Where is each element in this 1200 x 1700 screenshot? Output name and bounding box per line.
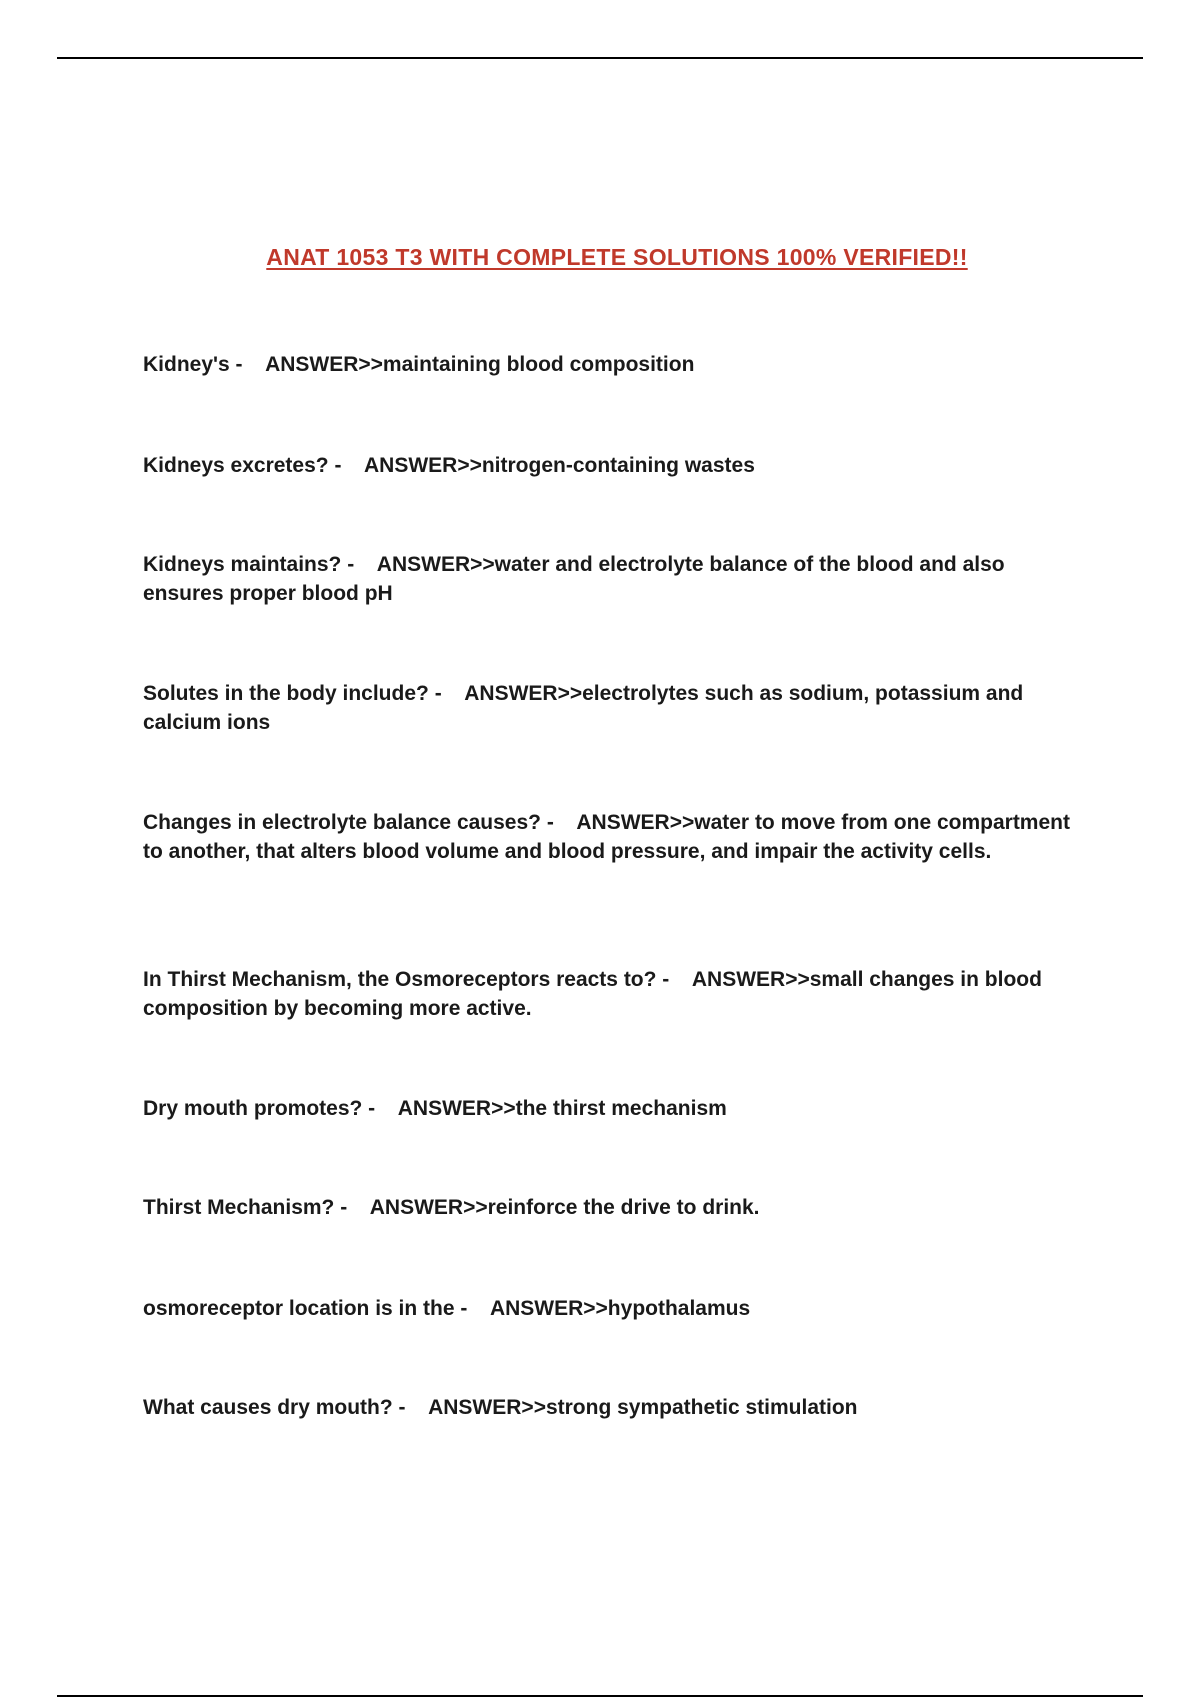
answer-text: ANSWER>>water to move from one compartment to another, that alters blood volume and blood pressure, and impair the activity cells. bbox=[143, 811, 1070, 863]
question-text: Solutes in the body include? bbox=[143, 682, 429, 705]
answer-text: ANSWER>>reinforce the drive to drink. bbox=[369, 1196, 760, 1219]
qa-separator: - bbox=[428, 682, 465, 705]
answer-text: ANSWER>>strong sympathetic stimulation bbox=[428, 1396, 858, 1419]
question-text: Dry mouth promotes? bbox=[143, 1097, 363, 1120]
question-text: Kidneys maintains? bbox=[143, 553, 342, 576]
question-text: In Thirst Mechanism, the Osmoreceptors reacts to? bbox=[143, 968, 657, 991]
answer-text: ANSWER>>water and electrolyte balance of the blood and also ensures proper blood pH bbox=[143, 553, 1005, 605]
qa-item bbox=[143, 1294, 1083, 1323]
question-text: Kidneys excretes? bbox=[143, 454, 329, 477]
answer-text: ANSWER>>the thirst mechanism bbox=[397, 1097, 727, 1120]
qa-item bbox=[143, 451, 1083, 480]
answer-text: ANSWER>>electrolytes such as sodium, potassium and calcium ions bbox=[143, 682, 1024, 734]
qa-separator: - bbox=[341, 553, 377, 576]
qa-item bbox=[143, 965, 1083, 1023]
question-text: Thirst Mechanism? bbox=[143, 1196, 335, 1219]
qa-separator: - bbox=[392, 1396, 429, 1419]
qa-item bbox=[143, 1393, 1083, 1422]
question-text: osmoreceptor location is in the bbox=[143, 1297, 455, 1320]
document-title: ANAT 1053 T3 WITH COMPLETE SOLUTIONS 100% VERIFIED!! bbox=[266, 244, 968, 270]
qa-separator: - bbox=[334, 1196, 370, 1219]
answer-text: ANSWER>>maintaining blood composition bbox=[265, 353, 695, 376]
qa-item bbox=[143, 679, 1083, 737]
qa-item bbox=[143, 1193, 1083, 1222]
qa-item bbox=[143, 808, 1083, 866]
qa-separator: - bbox=[328, 454, 364, 477]
qa-separator: - bbox=[362, 1097, 398, 1120]
answer-text: ANSWER>>hypothalamus bbox=[489, 1297, 751, 1320]
qa-separator: - bbox=[656, 968, 692, 991]
qa-item bbox=[143, 350, 1083, 379]
qa-separator: - bbox=[541, 811, 577, 834]
question-text: What causes dry mouth? bbox=[143, 1396, 393, 1419]
qa-item bbox=[143, 550, 1083, 608]
answer-text: ANSWER>>small changes in blood composition by becoming more active. bbox=[143, 968, 1042, 1020]
qa-separator: - bbox=[229, 353, 266, 376]
bottom-rule bbox=[57, 1695, 1143, 1697]
question-text: Kidney's bbox=[143, 353, 230, 376]
answer-text: ANSWER>>nitrogen-containing wastes bbox=[364, 454, 755, 477]
top-rule bbox=[57, 57, 1143, 59]
question-text: Changes in electrolyte balance causes? bbox=[143, 811, 541, 834]
qa-item bbox=[143, 1094, 1083, 1123]
qa-separator: - bbox=[454, 1297, 490, 1320]
